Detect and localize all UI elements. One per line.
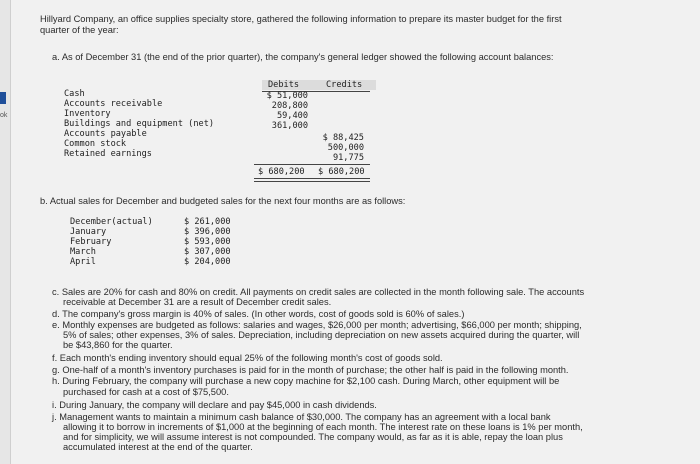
ledger-debit: 361,000: [271, 121, 308, 131]
ledger-account: Buildings and equipment (net): [64, 119, 215, 129]
ledger-account: Inventory: [64, 109, 111, 119]
sales-amount: $ 261,000: [184, 217, 231, 227]
item-c-line-1: c. Sales are 20% for cash and 80% on credit. All payments on credit sales are collected in the month following sale. The accounts: [52, 287, 585, 297]
ledger-credit: 500,000: [327, 143, 364, 153]
ledger-credit: 91,775: [332, 153, 364, 163]
sales-month: January: [70, 227, 107, 237]
item-e-line-2: 5% of sales; other expenses, 3% of sales. Depreciation, including depreciation on new assets acquired during the quarter, will: [63, 330, 580, 340]
ledger-total-debit: $ 680,200: [258, 167, 305, 177]
sales-month: February: [70, 237, 112, 247]
item-f-line-1: f. Each month's ending inventory should equal 25% of the following month's cost of goods sold.: [52, 353, 443, 363]
item-i-line-1: i. During January, the company will declare and pay $45,000 in cash dividends.: [52, 400, 377, 410]
sales-table: [70, 217, 250, 271]
ledger-credit: $ 88,425: [322, 133, 364, 143]
ledger-header-credits: Credits: [320, 80, 376, 90]
item-e-line-1: e. Monthly expenses are budgeted as follows: salaries and wages, $26,000 per month; advertising, $66,000 per month; shipping,: [52, 320, 582, 330]
sales-amount: $ 396,000: [184, 227, 231, 237]
item-g-line-1: g. One-half of a month's inventory purchases is paid for in the month of purchase; the other half is paid in the following month.: [52, 365, 569, 375]
item-j-line-2: allowing it to borrow in increments of $1,000 at the beginning of each month. The interest rate on these loans is 1% per month,: [63, 422, 583, 432]
ledger-header-debits: Debits: [262, 80, 324, 90]
part-a-text: a. As of December 31 (the end of the prior quarter), the company's general ledger showed the following account balances:: [52, 52, 554, 62]
intro-line-2: quarter of the year:: [40, 25, 119, 35]
ledger-debit: $ 51,000: [266, 91, 308, 101]
item-j-line-3: and for simplicity, we will assume interest is not compounded. The company would, as far as it is able, repay the loan plus: [63, 432, 563, 442]
sidebar-tab-marker[interactable]: [0, 92, 6, 104]
part-b-text: b. Actual sales for December and budgeted sales for the next four months are as follows:: [40, 196, 406, 206]
item-j-line-1: j. Management wants to maintain a minimum cash balance of $30,000. The company has an agreement with a local bank: [52, 412, 551, 422]
ledger-debit: 59,400: [276, 111, 308, 121]
ledger-table: [64, 78, 374, 186]
ledger-total-double-rule: [254, 178, 370, 179]
sales-amount: $ 593,000: [184, 237, 231, 247]
item-h-line-1: h. During February, the company will purchase a new copy machine for $2,100 cash. During March, other equipment will be: [52, 376, 560, 386]
sales-month: April: [70, 257, 96, 267]
item-j-line-4: accumulated interest at the end of the quarter.: [63, 442, 253, 452]
ledger-account: Common stock: [64, 139, 127, 149]
sales-amount: $ 204,000: [184, 257, 231, 267]
sidebar-edge: [0, 0, 11, 464]
item-c-line-2: receivable at December 31 are a result of December credit sales.: [63, 297, 332, 307]
ledger-account: Accounts receivable: [64, 99, 163, 109]
sales-month: December(actual): [70, 217, 153, 227]
ledger-account: Cash: [64, 89, 85, 99]
sales-month: March: [70, 247, 96, 257]
sales-amount: $ 307,000: [184, 247, 231, 257]
intro-line-1: Hillyard Company, an office supplies specialty store, gathered the following information to prepare its master budget for the first: [40, 14, 562, 24]
item-h-line-2: purchased for cash at a cost of $75,500.: [63, 387, 229, 397]
ledger-account: Retained earnings: [64, 149, 152, 159]
item-d-line-1: d. The company's gross margin is 40% of sales. (In other words, cost of goods sold is 60% of sales.): [52, 309, 465, 319]
ledger-total-credit: $ 680,200: [318, 167, 365, 177]
ledger-total-rule: [254, 164, 370, 165]
item-e-line-3: be $43,860 for the quarter.: [63, 340, 173, 350]
ledger-account: Accounts payable: [64, 129, 147, 139]
sidebar-edge-label: ok: [0, 112, 8, 119]
ledger-debit: 208,800: [271, 101, 308, 111]
